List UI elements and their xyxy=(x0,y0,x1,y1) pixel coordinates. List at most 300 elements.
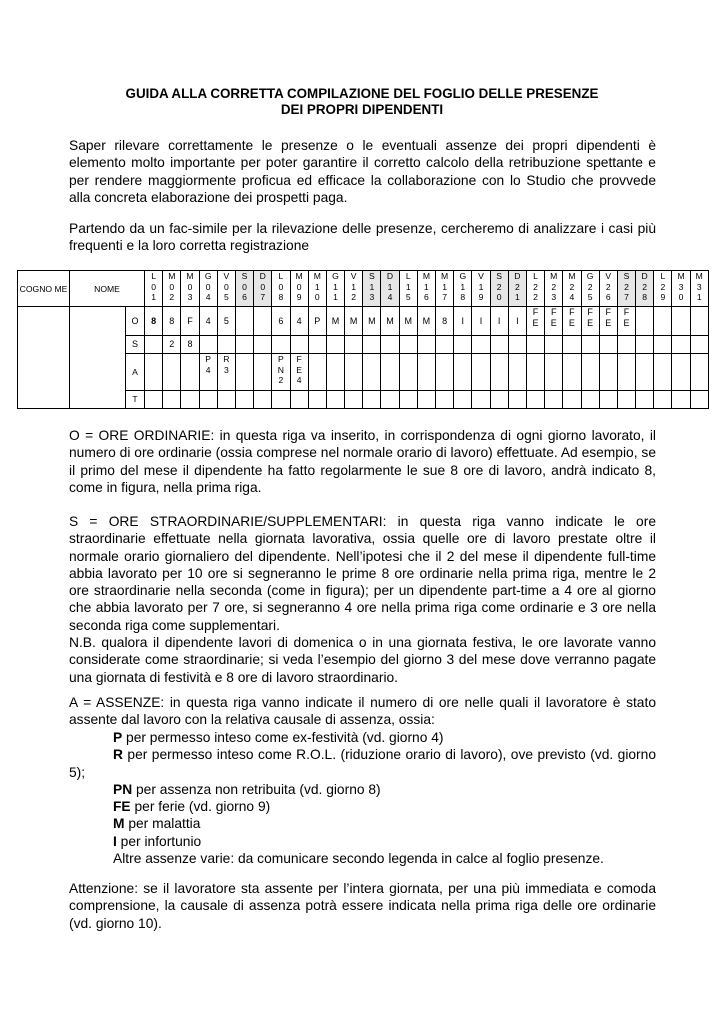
cell-char: F xyxy=(569,307,575,317)
day-header-char: 3 xyxy=(696,281,702,292)
day-header-4 xyxy=(199,271,217,307)
cell-s-day-13 xyxy=(363,336,381,354)
cell-s-day-31 xyxy=(690,336,708,354)
day-header-char: 7 xyxy=(260,292,266,302)
day-header-char: M xyxy=(295,271,303,281)
cell-s-day-27 xyxy=(617,336,635,354)
day-header-char: 1 xyxy=(314,281,320,292)
absence-codes-list xyxy=(69,729,656,867)
day-header-char: S xyxy=(496,271,503,281)
ordinary-hours-text: O = ORE ORDINARIE: in questa riga va inserito, in corrispondenza di ogni giorno lavorato, il numero di ore ordinarie (ossia comprese nel normale orario di lavoro) effettuate. Ad esempio, se il primo del mese il dipendente ha fatto regolarmente le sue 8 ore di lavoro, andrà indicato 8, come in figura, nella prima riga. xyxy=(69,428,656,495)
nb-text: N.B. qualora il dipendente lavori di domenica o in una giornata festiva, le ore lavorate vanno considerate come straordinarie; si veda l’esempio del giorno 3 del mese dove verranno pagate una giornata di festività e 8 ore di lavoro straordinario. xyxy=(69,635,656,685)
day-header-char: G xyxy=(459,271,467,281)
cell-t-day-28 xyxy=(636,391,654,409)
day-header-char: S xyxy=(368,271,375,281)
cell-o-day-14: M xyxy=(381,307,399,336)
day-header-char: 2 xyxy=(660,281,666,292)
day-header-11 xyxy=(326,271,344,307)
day-header-char: 1 xyxy=(424,281,429,292)
day-header-char: 2 xyxy=(551,281,557,292)
cell-t-day-12 xyxy=(345,391,363,409)
cell-s-day-3: 8 xyxy=(181,336,199,354)
cell-a-day-19 xyxy=(472,354,490,391)
absence-code-item xyxy=(69,798,656,815)
day-header-char: 1 xyxy=(514,292,520,302)
cell-a-day-11 xyxy=(326,354,344,391)
absence-code: P xyxy=(113,730,123,745)
cell-char: F xyxy=(550,307,557,317)
day-header-char: 1 xyxy=(478,281,484,292)
table-row-o xyxy=(18,307,709,336)
cell-char: P xyxy=(205,354,212,364)
cell-t-day-5 xyxy=(217,391,235,409)
cell-s-day-4 xyxy=(199,336,217,354)
day-header-char: 2 xyxy=(351,292,357,302)
day-header-char: G xyxy=(204,271,212,281)
day-header-31 xyxy=(690,271,708,307)
attention-text: Attenzione: se il lavoratore sta assente per l’intera giornata, per una più immediata e comoda comprensione, la causale di assenza potrà essere indicata nella prima riga delle ore ordinarie (vd. giorno 10). xyxy=(69,881,656,931)
day-header-char: 4 xyxy=(205,292,211,302)
cell-t-day-2 xyxy=(163,391,181,409)
row-label: S xyxy=(126,336,145,354)
cell-a-day-23 xyxy=(545,354,563,391)
cell-o-day-20: I xyxy=(490,307,508,336)
cell-char: E xyxy=(550,317,557,328)
day-header-char: 8 xyxy=(642,292,648,302)
day-header-1 xyxy=(145,271,163,307)
absences-text: A = ASSENZE: in questa riga vanno indicate il numero di ore nelle quali il lavoratore è stato assente dal lavoro con la relativa causale di assenza, ossia: xyxy=(69,695,656,728)
cell-t-day-8 xyxy=(272,391,290,409)
day-header-char: 1 xyxy=(369,281,375,292)
day-header-char: 5 xyxy=(587,292,593,302)
day-header-10 xyxy=(308,271,326,307)
cell-t-day-6 xyxy=(235,391,253,409)
cell-t-day-20 xyxy=(490,391,508,409)
absence-code-description: per malattia xyxy=(124,816,201,832)
cell-t-day-23 xyxy=(545,391,563,409)
day-header-char: 3 xyxy=(369,292,375,302)
cell-o-day-9: 4 xyxy=(290,307,308,336)
cell-a-day-20 xyxy=(490,354,508,391)
cell-a-day-6 xyxy=(235,354,253,391)
cell-s-day-1 xyxy=(145,336,163,354)
cell-s-day-22 xyxy=(526,336,544,354)
cell-o-day-24 xyxy=(563,307,581,336)
cell-o-day-26 xyxy=(599,307,617,336)
cell-o-day-23 xyxy=(545,307,563,336)
cell-s-day-28 xyxy=(636,336,654,354)
cell-s-day-29 xyxy=(654,336,672,354)
cell-s-day-15 xyxy=(399,336,417,354)
attention-paragraph xyxy=(69,880,656,932)
day-header-char: G xyxy=(586,271,594,281)
day-header-char: 2 xyxy=(587,281,593,292)
attendance-table xyxy=(17,270,709,409)
absence-code: FE xyxy=(113,799,131,815)
header-nome: NOME xyxy=(70,271,145,307)
day-header-char: M xyxy=(677,271,685,281)
day-header-char: 0 xyxy=(314,292,320,302)
cell-o-day-29 xyxy=(654,307,672,336)
cell-o-day-3: F xyxy=(181,307,199,336)
day-header-char: M xyxy=(695,271,703,281)
cell-s-day-2: 2 xyxy=(163,336,181,354)
absence-code-description: per infortunio xyxy=(116,833,202,849)
absence-code-description: per ferie (vd. giorno 9) xyxy=(130,799,271,815)
day-header-char: 8 xyxy=(460,292,466,302)
day-header-char: 2 xyxy=(624,281,629,292)
day-header-char: 7 xyxy=(624,292,629,302)
cell-o-day-8: 6 xyxy=(272,307,290,336)
cell-a-day-3 xyxy=(181,354,199,391)
cell-o-day-6 xyxy=(235,307,253,336)
day-header-29 xyxy=(654,271,672,307)
day-header-char: 5 xyxy=(223,292,229,302)
header-cognome: COGNO ME xyxy=(18,271,70,307)
cell-t-day-3 xyxy=(181,391,199,409)
table-header-row xyxy=(18,271,709,307)
absence-code-item xyxy=(69,815,656,832)
day-header-char: M xyxy=(422,271,430,281)
cell-a-day-15 xyxy=(399,354,417,391)
cell-o-day-28 xyxy=(636,307,654,336)
day-header-15 xyxy=(399,271,417,307)
cell-o-day-11: M xyxy=(326,307,344,336)
day-header-13 xyxy=(363,271,381,307)
cell-s-day-20 xyxy=(490,336,508,354)
day-header-char: 5 xyxy=(405,292,411,302)
cell-o-day-30 xyxy=(672,307,690,336)
day-header-char: M xyxy=(441,271,449,281)
cell-a-day-16 xyxy=(417,354,435,391)
day-header-char: 1 xyxy=(333,292,338,302)
cell-char: 3 xyxy=(223,364,229,375)
cell-s-day-30 xyxy=(672,336,690,354)
cell-a-day-22 xyxy=(526,354,544,391)
day-header-char: 1 xyxy=(460,281,466,292)
cell-char: 4 xyxy=(296,375,302,385)
cell-t-day-17 xyxy=(436,391,454,409)
day-header-char: 6 xyxy=(242,292,247,302)
day-header-char: 1 xyxy=(442,281,447,292)
cell-s-day-10 xyxy=(308,336,326,354)
cell-s-day-17 xyxy=(436,336,454,354)
day-header-8 xyxy=(272,271,290,307)
cell-o-day-22 xyxy=(526,307,544,336)
day-header-char: M xyxy=(550,271,558,281)
cell-o-day-16: M xyxy=(417,307,435,336)
day-header-char: M xyxy=(313,271,321,281)
cell-t-day-11 xyxy=(326,391,344,409)
cell-t-day-31 xyxy=(690,391,708,409)
day-header-12 xyxy=(345,271,363,307)
day-header-char: 1 xyxy=(333,281,338,292)
absence-code: R xyxy=(113,747,123,763)
other-absences-note: Altre assenze varie: da comunicare secondo legenda in calce al foglio presenze. xyxy=(113,851,604,867)
day-header-7 xyxy=(254,271,272,307)
cell-s-day-14 xyxy=(381,336,399,354)
cell-t-day-14 xyxy=(381,391,399,409)
cell-char: F xyxy=(623,307,630,317)
day-header-27 xyxy=(617,271,635,307)
cell-s-day-18 xyxy=(454,336,472,354)
row-label: T xyxy=(126,391,145,409)
day-header-char: 9 xyxy=(478,292,484,302)
day-header-char: 0 xyxy=(296,281,302,292)
day-header-char: 2 xyxy=(533,292,538,302)
absences-paragraph xyxy=(69,694,656,729)
cell-a-day-13 xyxy=(363,354,381,391)
day-header-char: 0 xyxy=(496,292,502,302)
cell-t-day-16 xyxy=(417,391,435,409)
cell-o-day-13: M xyxy=(363,307,381,336)
day-header-char: 1 xyxy=(696,292,702,302)
day-header-char: 2 xyxy=(642,281,648,292)
day-header-char: 1 xyxy=(351,281,357,292)
day-header-char: V xyxy=(605,271,612,281)
cell-t-day-25 xyxy=(581,391,599,409)
cell-o-day-2: 8 xyxy=(163,307,181,336)
day-header-char: 9 xyxy=(296,292,302,302)
day-header-char: D xyxy=(386,271,394,281)
day-header-char: L xyxy=(278,271,284,281)
cell-t-day-27 xyxy=(617,391,635,409)
day-header-25 xyxy=(581,271,599,307)
day-header-char: D xyxy=(641,271,648,281)
cell-a-day-29 xyxy=(654,354,672,391)
cell-char: E xyxy=(605,317,612,328)
day-header-char: 2 xyxy=(169,292,175,302)
intro-paragraph-2 xyxy=(69,220,656,255)
cell-a-day-28 xyxy=(636,354,654,391)
cell-s-day-6 xyxy=(235,336,253,354)
document-title xyxy=(70,86,654,118)
cell-a-day-10 xyxy=(308,354,326,391)
cell-s-day-26 xyxy=(599,336,617,354)
cell-t-day-21 xyxy=(508,391,526,409)
cell-s-day-19 xyxy=(472,336,490,354)
cell-char: E xyxy=(587,317,594,328)
cell-char: F xyxy=(532,307,539,317)
cell-o-day-18: I xyxy=(454,307,472,336)
cell-char: P xyxy=(278,354,284,364)
day-header-char: 2 xyxy=(533,281,538,292)
title-line-2: DEI PROPRI DIPENDENTI xyxy=(280,102,444,117)
day-header-char: 2 xyxy=(514,281,520,292)
cell-char: E xyxy=(623,317,630,328)
cell-t-day-15 xyxy=(399,391,417,409)
day-header-23 xyxy=(545,271,563,307)
cell-s-day-11 xyxy=(326,336,344,354)
row-label: A xyxy=(126,354,145,391)
cell-o-day-12: M xyxy=(345,307,363,336)
absence-code: PN xyxy=(113,781,133,797)
cell-s-day-12 xyxy=(345,336,363,354)
cell-o-day-27 xyxy=(617,307,635,336)
day-header-char: 1 xyxy=(405,281,411,292)
day-header-char: 0 xyxy=(278,281,284,292)
cell-t-day-1 xyxy=(145,391,163,409)
intro-paragraph-1 xyxy=(69,137,656,206)
cell-a-day-30 xyxy=(672,354,690,391)
day-header-char: V xyxy=(223,271,230,281)
cell-t-day-9 xyxy=(290,391,308,409)
cell-o-day-19: I xyxy=(472,307,490,336)
cell-t-day-24 xyxy=(563,391,581,409)
cell-char: E xyxy=(532,317,539,328)
day-header-14 xyxy=(381,271,399,307)
day-header-char: 0 xyxy=(223,281,229,292)
day-header-char: 0 xyxy=(169,281,175,292)
day-header-char: L xyxy=(533,271,538,281)
day-header-char: 0 xyxy=(678,292,684,302)
day-header-9 xyxy=(290,271,308,307)
cell-t-day-7 xyxy=(254,391,272,409)
cell-a-day-17 xyxy=(436,354,454,391)
cell-o-day-5: 5 xyxy=(217,307,235,336)
cell-t-day-22 xyxy=(526,391,544,409)
absence-code-item xyxy=(69,833,656,850)
day-header-5 xyxy=(217,271,235,307)
day-header-char: S xyxy=(623,271,630,281)
day-header-22 xyxy=(526,271,544,307)
day-header-char: 4 xyxy=(569,292,575,302)
cell-t-day-18 xyxy=(454,391,472,409)
absence-code: I xyxy=(113,833,117,849)
intro-text-2: Partendo da un fac-simile per la rilevazione delle presenze, cercheremo di analizzare i casi più frequenti e la loro corretta registrazione xyxy=(69,221,656,254)
day-header-char: 0 xyxy=(260,281,266,292)
day-header-char: M xyxy=(568,271,576,281)
cell-o-day-25 xyxy=(581,307,599,336)
day-header-char: 0 xyxy=(151,281,156,292)
cell-o-day-1: 8 xyxy=(145,307,163,336)
overtime-text: S = ORE STRAORDINARIE/SUPPLEMENTARI: in questa riga vanno indicate le ore straordinarie effettuate nella giornata lavorativa, ossia quelle ore di lavoro prestate oltre il normale orario giornaliero del dipendente. Nell’ipotesi che il 2 del mese il dipendente full-time abbia lavorato per 10 ore si segneranno le prime 8 ore ordinarie nella prima riga, mentre le 2 ore straordinarie nella seconda (come in figura); per un dipendente part-time a 4 ore al giorno che abbia lavorato per 7 ore, si segneranno 4 ore nella prima riga come ordinarie e 3 ore nella seconda riga come supplementari. xyxy=(69,514,656,633)
cell-t-day-30 xyxy=(672,391,690,409)
ordinary-hours-paragraph xyxy=(69,427,656,496)
cell-o-day-15: M xyxy=(399,307,417,336)
cell-s-day-16 xyxy=(417,336,435,354)
day-header-char: V xyxy=(350,271,357,281)
day-header-char: 3 xyxy=(187,292,193,302)
cell-a-day-9 xyxy=(290,354,308,391)
day-header-21 xyxy=(508,271,526,307)
day-header-char: M xyxy=(186,271,194,281)
cell-a-day-2 xyxy=(163,354,181,391)
day-header-char: S xyxy=(241,271,248,281)
cell-s-day-8 xyxy=(272,336,290,354)
absence-code-item xyxy=(69,781,656,798)
cell-char: 2 xyxy=(278,375,284,385)
day-header-28 xyxy=(636,271,654,307)
nome-cell xyxy=(70,307,126,409)
title-line-1: GUIDA ALLA CORRETTA COMPILAZIONE DEL FOGLIO DELLE PRESENZE xyxy=(125,86,599,101)
day-header-3 xyxy=(181,271,199,307)
day-header-17 xyxy=(436,271,454,307)
absence-code: M xyxy=(113,816,125,832)
day-header-16 xyxy=(417,271,435,307)
cell-a-day-1 xyxy=(145,354,163,391)
day-header-char: L xyxy=(660,271,666,281)
cell-char: F xyxy=(296,354,302,364)
cell-s-day-21 xyxy=(508,336,526,354)
day-header-20 xyxy=(490,271,508,307)
cell-s-day-9 xyxy=(290,336,308,354)
cell-a-day-7 xyxy=(254,354,272,391)
day-header-6 xyxy=(235,271,253,307)
day-header-char: 3 xyxy=(551,292,557,302)
day-header-char: 2 xyxy=(496,281,502,292)
cell-a-day-31 xyxy=(690,354,708,391)
cell-o-day-4: 4 xyxy=(199,307,217,336)
row-label: O xyxy=(126,307,145,336)
intro-text-1: Saper rilevare correttamente le presenze o le eventuali assenze dei propri dipendenti è elemento molto importante per poter garantire il corretto calcolo della retribuzione spettante e per rendere maggiormente proficua ed efficace la collaborazione con lo Studio che provvede alla concreta elaborazione dei prospetti paga. xyxy=(69,138,656,205)
day-header-char: 0 xyxy=(205,281,211,292)
day-header-char: 4 xyxy=(387,292,393,302)
day-header-char: L xyxy=(405,271,411,281)
cell-char: R xyxy=(223,354,230,364)
day-header-char: G xyxy=(332,271,339,281)
day-header-char: 9 xyxy=(660,292,666,302)
cell-char: F xyxy=(605,307,612,317)
cell-a-day-21 xyxy=(508,354,526,391)
cell-t-day-29 xyxy=(654,391,672,409)
day-header-char: 2 xyxy=(605,281,611,292)
cell-char: 4 xyxy=(205,364,211,375)
day-header-24 xyxy=(563,271,581,307)
cell-char: F xyxy=(587,307,593,317)
cell-s-day-23 xyxy=(545,336,563,354)
day-header-char: V xyxy=(478,271,484,281)
absence-code-description: per assenza non retribuita (vd. giorno 8) xyxy=(132,781,381,797)
cell-o-day-31 xyxy=(690,307,708,336)
day-header-char: L xyxy=(151,271,156,281)
cognome-cell xyxy=(18,307,70,409)
cell-char: N xyxy=(277,364,285,375)
absence-code-item xyxy=(69,729,656,746)
day-header-char: M xyxy=(168,271,176,281)
cell-s-day-25 xyxy=(581,336,599,354)
cell-o-day-21: I xyxy=(508,307,526,336)
day-header-char: D xyxy=(514,271,521,281)
day-header-char: D xyxy=(259,271,266,281)
day-header-char: 6 xyxy=(605,292,611,302)
cell-a-day-8 xyxy=(272,354,290,391)
cell-s-day-7 xyxy=(254,336,272,354)
cell-a-day-14 xyxy=(381,354,399,391)
day-header-char: 3 xyxy=(678,281,684,292)
cell-a-day-5 xyxy=(217,354,235,391)
cell-t-day-26 xyxy=(599,391,617,409)
cell-a-day-25 xyxy=(581,354,599,391)
day-header-char: 7 xyxy=(442,292,447,302)
cell-o-day-10: P xyxy=(308,307,326,336)
day-header-char: 1 xyxy=(387,281,393,292)
cell-t-day-10 xyxy=(308,391,326,409)
absence-code-description: per permesso inteso come ex-festività (vd. giorno 4) xyxy=(122,730,444,745)
cell-o-day-7 xyxy=(254,307,272,336)
cell-s-day-24 xyxy=(563,336,581,354)
cell-a-day-27 xyxy=(617,354,635,391)
cell-a-day-26 xyxy=(599,354,617,391)
cell-o-day-17: 8 xyxy=(436,307,454,336)
day-header-30 xyxy=(672,271,690,307)
day-header-char: 0 xyxy=(187,281,193,292)
cell-a-day-4 xyxy=(199,354,217,391)
overtime-paragraph xyxy=(69,513,656,686)
cell-s-day-5 xyxy=(217,336,235,354)
day-header-18 xyxy=(454,271,472,307)
day-header-char: 2 xyxy=(569,281,575,292)
